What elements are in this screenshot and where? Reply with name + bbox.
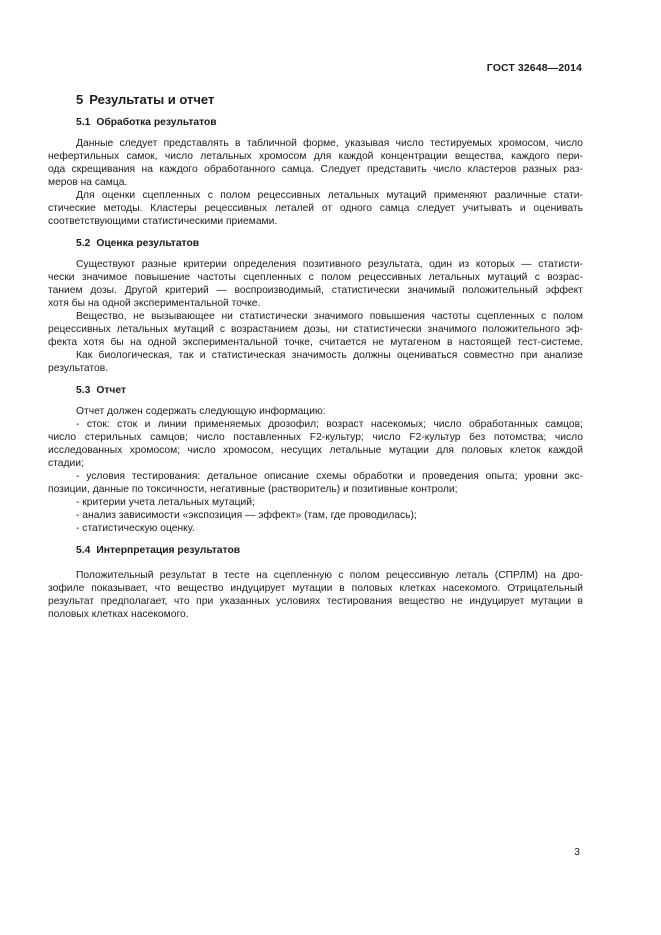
subsection-title: Отчет	[96, 385, 126, 396]
section-heading	[76, 92, 214, 107]
subsection-title: Интерпретация результатов	[96, 545, 241, 556]
text-line: Как биологическая, так и статистическая значимость должны оцениваться совместно при анализе	[76, 350, 583, 361]
subsection-heading	[76, 117, 217, 128]
text-line: ода скрещивания на каждого обработанного самца. Следует представить число кластеров разных раз-	[48, 164, 583, 175]
subsection-title: Обработка результатов	[96, 117, 217, 128]
text-line: Данные следует представлять в табличной форме, указывая число тестируемых хромосом, число	[76, 138, 583, 149]
list-item: - условия тестирования: детальное описание схемы обработки и проведения опыта; уровни экс-	[76, 471, 583, 482]
text-line: зофиле показывает, что вещество индуцирует мутации в половых клетках насекомого. Отрицательный	[48, 583, 583, 594]
subsection-title: Оценка результатов	[96, 238, 200, 249]
text-line: хотя бы на одной экспериментальной точке.	[48, 298, 261, 309]
text-line: рецессивных летальных мутаций с возрастанием дозы, ни статистически значимого положительного эф-	[48, 324, 583, 335]
list-item: - критерии учета летальных мутаций;	[76, 497, 255, 508]
section-title: Результаты и отчет	[89, 92, 215, 107]
text-line: Существуют разные критерии определения позитивного результата, один из которых — статисти-	[76, 259, 583, 270]
list-item: - анализ зависимости «экспозиция — эффект» (там, где проводилась);	[76, 510, 417, 521]
subsection-heading	[76, 385, 126, 396]
text-line: исследованных хромосом; число хромосом, несущих летальные мутации для половых клеток каждой	[48, 445, 583, 456]
text-line: танием дозы. Другой критерий — воспроизводимый, статистически значимый положительный эффект	[48, 285, 583, 296]
text-line: нефертильных самок, число летальных хромосом для каждой концентрации вещества, каждого пери-	[48, 151, 583, 162]
section-number: 5	[76, 92, 84, 107]
text-line: Отчет должен содержать следующую информацию:	[76, 406, 326, 417]
subsection-number: 5.2	[76, 238, 91, 249]
text-line: результат предполагает, что при указанных условиях тестирования вещество не индуцирует мутации в	[48, 596, 583, 607]
text-line: Для оценки сцепленных с полом рецессивных летальных мутаций применяют различные стати-	[76, 190, 583, 201]
subsection-number: 5.3	[76, 385, 91, 396]
text-line: Вещество, не вызывающее ни статистически значимого повышения частоты сцепленных с полом	[76, 311, 583, 322]
subsection-number: 5.1	[76, 117, 91, 128]
text-line: позиции, данные по токсичности, негативные (растворитель) и позитивные контроли;	[48, 484, 458, 495]
subsection-heading	[76, 238, 199, 249]
text-line: меров на самца.	[48, 177, 128, 188]
text-line: фекта хотя бы на одной экспериментальной точке, считается не мутагеном в настоящей тест-системе.	[48, 337, 583, 348]
text-line: число стерильных самцов; число поставленных F2-культур; число F2-культур без потомства; число	[48, 432, 583, 443]
text-line: результатов.	[48, 363, 109, 374]
text-line: половых клетках насекомого.	[48, 609, 189, 620]
text-line: стадии;	[48, 458, 84, 469]
subsection-number: 5.4	[76, 545, 91, 556]
subsection-heading	[76, 545, 240, 556]
text-line: Положительный результат в тесте на сцепленную с полом рецессивную леталь (СПРЛМ) на дро-	[76, 570, 583, 581]
list-item: - сток: сток и линии применяемых дрозофил; возраст насекомых; число обработанных самцов;	[76, 419, 583, 430]
text-line: чески значимое повышение частоты сцепленных с полом рецессивных летальных мутаций с возрас-	[48, 272, 583, 283]
list-item: - статистическую оценку.	[76, 523, 195, 534]
page-number: 3	[574, 847, 580, 858]
standard-header: ГОСТ 32648—2014	[486, 62, 582, 74]
text-line: стические методы. Кластеры рецессивных леталей от одного самца следует учитывать и оценивать	[48, 203, 583, 214]
text-line: соответствующими статистическими приемами.	[48, 216, 278, 227]
